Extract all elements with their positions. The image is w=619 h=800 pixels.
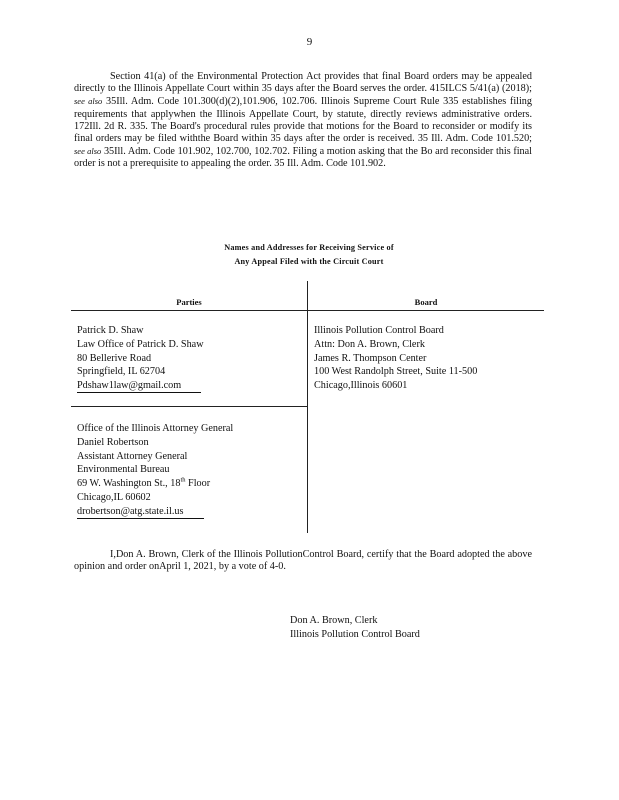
party-office: Law Office of Patrick D. Shaw bbox=[77, 338, 204, 350]
signature-block bbox=[290, 614, 420, 642]
party-name: Patrick D. Shaw bbox=[77, 325, 144, 336]
paragraph-text-part3: 35Ill. Adm. Code 101.902, 102.700, 102.702. Filing a motion asking that the Bo ard reconsider this final order is not a prerequisite to appealing the order. 35 Ill. Adm. Code 101.902. bbox=[74, 146, 533, 170]
service-heading-line1: Names and Addresses for Receiving Service of bbox=[224, 243, 394, 252]
party-attorney-general-address bbox=[77, 422, 233, 519]
see-also-italic: see also bbox=[74, 96, 103, 107]
paragraph-text-part2: 35Ill. Adm. Code 101.300(d)(2),101.906, 102.706. Illinois Supreme Court Rule 335 establishes filing requirements that applywhen the Illinois Appellate Court, by statute, directly reviews administrative orders. 172Ill. 2d R. 335. The Board's procedural rules provide that motions for the Board to reconsider or modify its final orders may be filed withthe Board within 35 days after the order is received. 35 Ill. Adm. Code 101.520; bbox=[74, 96, 532, 145]
signature-name: Don A. Brown, Clerk bbox=[290, 615, 378, 626]
board-address bbox=[314, 324, 477, 393]
board-attn: Attn: Don A. Brown, Clerk bbox=[314, 338, 425, 350]
page-number: 9 bbox=[306, 36, 313, 48]
board-name: Illinois Pollution Control Board bbox=[314, 325, 444, 336]
board-building: James R. Thompson Center bbox=[314, 352, 427, 364]
party-city: Springfield, IL 62704 bbox=[77, 366, 166, 378]
party-street: 80 Bellerive Road bbox=[77, 352, 152, 364]
party-email-link[interactable]: Pdshaw1law@gmail.com bbox=[77, 380, 201, 393]
service-heading-line2: Any Appeal Filed with the Circuit Court bbox=[234, 257, 384, 266]
party-office: Office of the Illinois Attorney General bbox=[77, 423, 234, 434]
service-table bbox=[71, 281, 544, 533]
paragraph-text-part1: Section 41(a) of the Environmental Protection Act provides that final Board orders may be appealed directly to the Illinois Appellate Court within 35 days after the Board serves the order. 415ILCS 5/41(a) (2018); bbox=[74, 71, 532, 95]
party-shaw-address bbox=[77, 324, 204, 393]
appeal-rights-paragraph bbox=[74, 71, 532, 171]
signature-org: Illinois Pollution Control Board bbox=[290, 628, 420, 640]
certification-text: I,Don A. Brown, Clerk of the Illinois PollutionControl Board, certify that the Board adopted the above opinion and order onApril 1, 2021, by a vote of 4-0. bbox=[74, 549, 532, 573]
party-name: Daniel Robertson bbox=[77, 436, 149, 448]
party-bureau: Environmental Bureau bbox=[77, 464, 170, 476]
table-vertical-divider bbox=[307, 281, 308, 533]
parties-column-header: Parties bbox=[176, 297, 202, 307]
see-also-italic: see also bbox=[74, 146, 102, 157]
board-city: Chicago,Illinois 60601 bbox=[314, 380, 408, 392]
party-city: Chicago,IL 60602 bbox=[77, 491, 151, 503]
party-title: Assistant Attorney General bbox=[77, 450, 188, 462]
party-street: 69 W. Washington St., 18th Floor bbox=[77, 476, 211, 490]
table-header-rule bbox=[71, 310, 544, 311]
table-parties-divider bbox=[71, 406, 308, 407]
board-street: 100 West Randolph Street, Suite 11-500 bbox=[314, 366, 478, 378]
service-list-heading bbox=[150, 241, 468, 269]
board-column-header: Board bbox=[414, 297, 438, 307]
certification-paragraph bbox=[74, 549, 532, 573]
party-email-link[interactable]: drobertson@atg.state.il.us bbox=[77, 506, 204, 519]
